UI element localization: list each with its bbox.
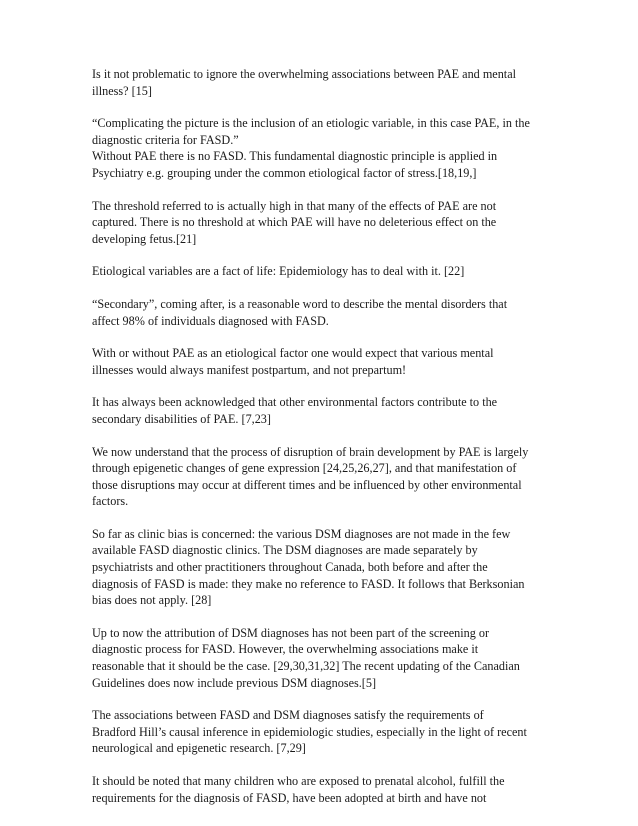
paragraph-6 bbox=[92, 296, 562, 329]
paragraph-12 bbox=[92, 707, 562, 757]
paragraph-8 bbox=[92, 394, 562, 427]
text-line: The threshold referred to is actually high in that many of the effects of PAE are not bbox=[92, 198, 497, 213]
paragraph-13 bbox=[92, 773, 562, 806]
text-line: “Secondary”, coming after, is a reasonable word to describe the mental disorders that bbox=[92, 296, 508, 311]
paragraph-10 bbox=[92, 526, 562, 609]
paragraph-1 bbox=[92, 66, 562, 99]
paragraph-3 bbox=[92, 148, 562, 181]
text-line: Is it not problematic to ignore the overwhelming associations between PAE and mental bbox=[92, 67, 516, 81]
text-line: psychiatrists and other practitioners throughout Canada, both before and after the bbox=[92, 560, 488, 575]
paragraph-11 bbox=[92, 625, 562, 691]
text-line: diagnostic process for FASD. However, the overwhelming associations make it bbox=[92, 642, 479, 657]
text-line: neurological and epigenetic research. [7,29] bbox=[92, 741, 306, 756]
text-line: Etiological variables are a fact of life: Epidemiology has to deal with it. [22] bbox=[92, 264, 465, 279]
text-line: Without PAE there is no FASD. This fundamental diagnostic principle is applied in bbox=[92, 149, 498, 164]
text-line: diagnostic criteria for FASD.” bbox=[92, 132, 239, 147]
text-line: Psychiatry e.g. grouping under the common etiological factor of stress.[18,19,] bbox=[92, 165, 477, 180]
paragraph-5 bbox=[92, 263, 562, 280]
text-line: affect 98% of individuals diagnosed with FASD. bbox=[92, 313, 329, 328]
text-line: those disruptions may occur at different times and be influenced by other environmental bbox=[92, 477, 522, 492]
paragraph-7 bbox=[92, 345, 562, 378]
paragraph-9 bbox=[92, 444, 562, 510]
text-line: It has always been acknowledged that other environmental factors contribute to the bbox=[92, 395, 498, 410]
text-line: illness? [15] bbox=[92, 83, 152, 98]
text-line: through epigenetic changes of gene expression [24,25,26,27], and that manifestation of bbox=[92, 461, 517, 476]
text-line: So far as clinic bias is concerned: the various DSM diagnoses are not made in the few bbox=[92, 526, 511, 541]
text-line: It should be noted that many children who are exposed to prenatal alcohol, fulfill the bbox=[92, 774, 505, 788]
text-line: We now understand that the process of disruption of brain development by PAE is largely bbox=[92, 444, 529, 459]
text-line: Bradford Hill’s causal inference in epidemiologic studies, especially in the light of recent bbox=[92, 724, 527, 739]
text-line: bias does not apply. [28] bbox=[92, 593, 212, 608]
text-line: Guidelines does now include previous DSM diagnoses.[5] bbox=[92, 675, 376, 690]
text-line: “Complicating the picture is the inclusion of an etiologic variable, in this case PAE, in the bbox=[92, 116, 530, 131]
text-line: requirements for the diagnosis of FASD, have been adopted at birth and have not bbox=[92, 790, 487, 805]
text-line: diagnosis of FASD is made: they make no reference to FASD. It follows that Berksonian bbox=[92, 576, 525, 591]
text-line: developing fetus.[21] bbox=[92, 231, 197, 246]
text-line: With or without PAE as an etiological factor one would expect that various mental bbox=[92, 346, 494, 361]
text-line: illnesses would always manifest postpartum, and not prepartum! bbox=[92, 362, 407, 377]
text-line: Up to now the attribution of DSM diagnoses has not been part of the screening or bbox=[92, 625, 490, 640]
paragraph-2 bbox=[92, 115, 562, 148]
text-line: secondary disabilities of PAE. [7,23] bbox=[92, 411, 271, 426]
text-line: available FASD diagnostic clinics. The DSM diagnoses are made separately by bbox=[92, 543, 478, 558]
paragraph-4 bbox=[92, 198, 562, 248]
text-line: The associations between FASD and DSM diagnoses satisfy the requirements of bbox=[92, 708, 484, 723]
text-line: reasonable that it should be the case. [29,30,31,32] The recent updating of the Canadian bbox=[92, 659, 520, 674]
document-body bbox=[92, 66, 562, 822]
text-line: captured. There is no threshold at which PAE will have no deleterious effect on the bbox=[92, 215, 497, 230]
text-line: factors. bbox=[92, 494, 129, 509]
